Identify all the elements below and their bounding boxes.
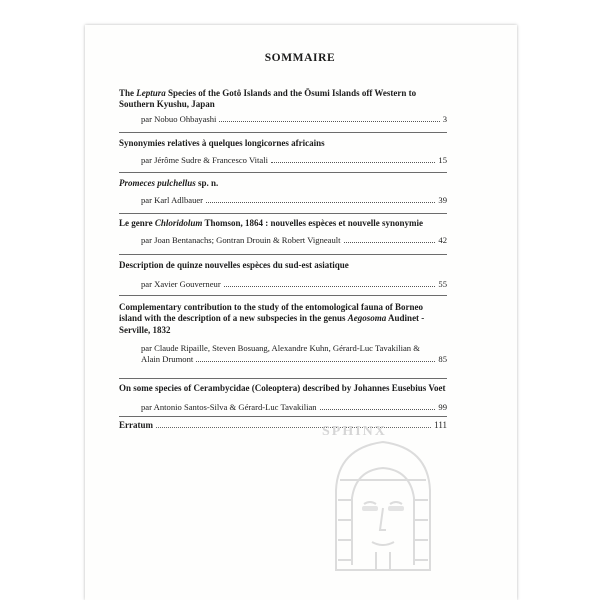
- separator: [119, 213, 447, 214]
- toc-entry: [119, 302, 447, 365]
- toc-entry: [119, 88, 447, 125]
- entry-author-line: [119, 235, 447, 246]
- entry-title: Complementary contribution to the study of the entomological fauna of Borneo island with the description of a new subspecies in the genus Aegosoma Audinet -Serville, 1832: [119, 302, 425, 335]
- entry-author-line: [119, 354, 447, 365]
- dot-leader: [196, 361, 435, 362]
- entry-page: 111: [434, 420, 447, 430]
- entry-page: 55: [438, 279, 447, 290]
- entry-author-line: [119, 114, 447, 125]
- entry-author: par Jérôme Sudre & Francesco Vitali: [141, 155, 269, 166]
- entry-page: 39: [438, 195, 447, 206]
- entry-title: The Leptura Species of the Gotô Islands and the Ōsumi Islands off Western to Southern Kyushu, Japan: [119, 88, 417, 110]
- separator: [119, 172, 447, 173]
- page-title: SOMMAIRE: [264, 52, 336, 64]
- entry-page: 99: [438, 402, 447, 413]
- separator: [119, 378, 447, 379]
- entry-author: par Nobuo Ohbayashi: [141, 113, 217, 124]
- entry-author-line: [119, 195, 447, 206]
- entry-title: Promeces pulchellus sp. n.: [119, 178, 219, 188]
- entry-title: On some species of Cerambycidae (Coleoptera) described by Johannes Eusebius Voet: [119, 383, 446, 393]
- entry-page: 42: [438, 235, 447, 246]
- watermark-text: SPHINX: [322, 424, 387, 439]
- entry-author: par Antonio Santos-Silva & Gérard-Luc Tavakilian: [141, 402, 317, 413]
- entry-page: 3: [442, 113, 447, 124]
- entry-author: par Joan Bentanachs; Gontran Drouin & Robert Vigneault: [141, 235, 341, 246]
- dot-leader: [206, 202, 435, 203]
- separator: [119, 295, 447, 296]
- separator: [119, 254, 447, 255]
- entry-author: par Xavier Gouverneur: [141, 279, 221, 290]
- sphinx-watermark: [318, 420, 448, 580]
- entry-author: par Karl Adlbauer: [141, 195, 204, 206]
- entry-title: Synonymies relatives à quelques longicornes africains: [119, 138, 325, 148]
- entry-author-line: [119, 402, 447, 413]
- toc-entry: [119, 260, 447, 290]
- entry-author: par Claude Ripaille, Steven Bosuang, Alexandre Kuhn, Gérard-Luc Tavakilian &: [141, 342, 420, 353]
- entry-author-line: [119, 155, 447, 166]
- entry-page: 15: [438, 155, 447, 166]
- toc-entry: [119, 138, 447, 166]
- separator: [119, 416, 447, 417]
- toc-entry: [119, 218, 447, 246]
- entry-title: Le genre Chloridolum Thomson, 1864 : nouvelles espèces et nouvelle synonymie: [119, 218, 423, 228]
- dot-leader: [320, 409, 436, 410]
- dot-leader: [219, 121, 439, 122]
- entry-author-line: [119, 279, 447, 290]
- toc-entry: [119, 178, 447, 206]
- toc-entry: [119, 383, 447, 413]
- separator: [119, 132, 447, 133]
- entry-author: Alain Drumont: [141, 353, 194, 364]
- dot-leader: [224, 286, 436, 287]
- dot-leader: [271, 162, 435, 163]
- entry-title: Erratum: [119, 420, 153, 430]
- entry-page: 85: [438, 353, 447, 364]
- dot-leader: [344, 242, 436, 243]
- entry-title: Description de quinze nouvelles espèces du sud-est asiatique: [119, 260, 349, 270]
